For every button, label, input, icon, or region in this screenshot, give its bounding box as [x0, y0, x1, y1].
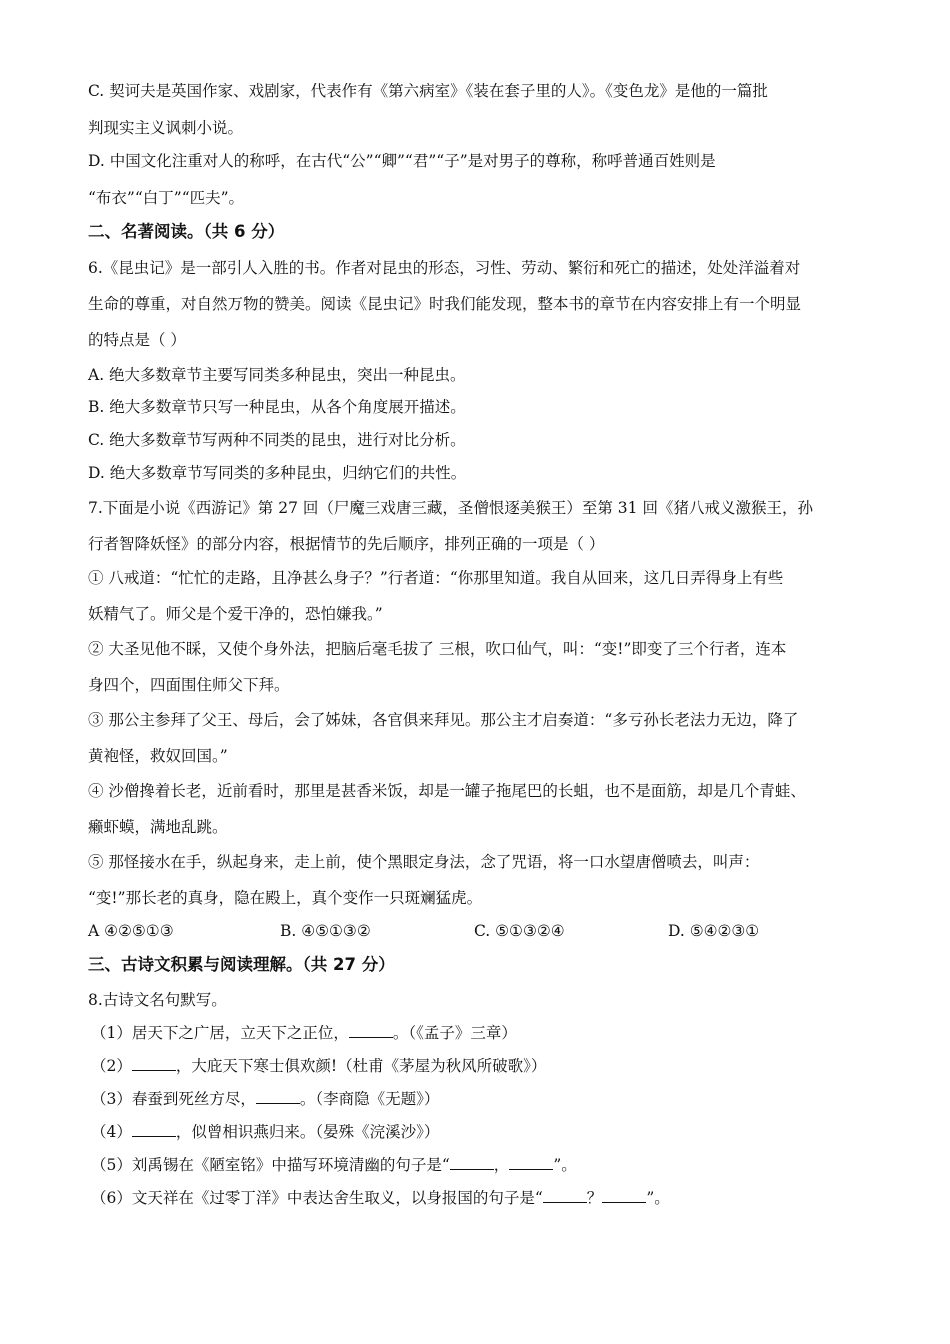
q7-option-c: C. ⑤①③②④ — [474, 922, 565, 940]
q8-item2 — [91, 1055, 546, 1077]
q8-item5-pre: （5）刘禹锡在《陋室铭》中描写环境清幽的句子是“ — [91, 1156, 450, 1174]
answer-blank[interactable] — [509, 1155, 553, 1170]
q7-option-d: D. ⑤④②③① — [668, 922, 760, 940]
q8-item5-mid: ， — [493, 1156, 510, 1174]
q8-item3 — [91, 1088, 439, 1110]
q6-option-b: B. 绝大多数章节只写一种昆虫，从各个角度展开描述。 — [88, 398, 466, 416]
q5-option-d-line2: “布衣”“白丁”“匹夫”。 — [88, 189, 245, 207]
q6-option-c: C. 绝大多数章节写两种不同类的昆虫，进行对比分析。 — [88, 431, 466, 449]
answer-blank[interactable] — [602, 1188, 646, 1203]
q7-passage1-line1: ① 八戒道：“忙忙的走路，且净甚么身子？”行者道：“你那里知道。我自从回来，这几日弄得身上有些 — [88, 569, 784, 587]
q8-item4-post: ，似曾相识燕归来。（晏殊《浣溪沙》） — [175, 1123, 440, 1141]
q8-item2-pre: （2） — [91, 1057, 132, 1075]
q8-title: 8.古诗文名句默写。 — [88, 991, 227, 1009]
section2-heading: 二、名著阅读。（共 6 分） — [88, 222, 285, 241]
q7-passage3-line2: 黄袍怪，救奴回国。” — [88, 747, 228, 765]
answer-blank[interactable] — [349, 1023, 393, 1038]
q8-item6-pre: （6）文天祥在《过零丁洋》中表达舍生取义，以身报国的句子是“ — [91, 1189, 543, 1207]
q6-option-d: D. 绝大多数章节写同类的多种昆虫，归纳它们的共性。 — [88, 464, 467, 482]
q7-passage5-line2: “变!”那长老的真身，隐在殿上，真个变作一只斑斓猛虎。 — [88, 889, 483, 907]
q7-option-b: B. ④⑤①③② — [280, 922, 371, 940]
q6-stem-line3: 的特点是（ ） — [88, 331, 186, 349]
q8-item5-post: ”。 — [553, 1156, 577, 1174]
q7-passage2-line1: ② 大圣见他不睬，又使个身外法，把脑后毫毛拔了 三根，吹口仙气，叫：“变!”即变了三个行者，连本 — [88, 640, 787, 658]
q7-stem-line1: 7.下面是小说《西游记》第 27 回（尸魔三戏唐三藏，圣僧恨逐美猴王）至第 31 回《猪八戒义激猴王，孙 — [88, 499, 813, 517]
answer-blank[interactable] — [132, 1122, 176, 1137]
q6-option-a: A. 绝大多数章节主要写同类多种昆虫，突出一种昆虫。 — [88, 366, 466, 384]
q8-item1-pre: （1）居天下之广居，立天下之正位， — [91, 1024, 349, 1042]
q8-item4 — [91, 1121, 439, 1143]
q8-item5 — [91, 1154, 577, 1176]
q6-stem-line1: 6.《昆虫记》是一部引人入胜的书。作者对昆虫的形态，习性、劳动、繁衍和死亡的描述，处处洋溢着对 — [88, 259, 801, 277]
q5-option-d-line1: D. 中国文化注重对人的称呼，在古代“公”“卿”“君”“子”是对男子的尊称，称呼普通百姓则是 — [88, 152, 716, 170]
q8-item4-pre: （4） — [91, 1123, 132, 1141]
q7-stem-line2: 行者智降妖怪》的部分内容，根据情节的先后顺序，排列正确的一项是（ ） — [88, 535, 605, 553]
q5-option-c-line2: 判现实主义讽刺小说。 — [88, 119, 244, 137]
q7-passage5-line1: ⑤ 那怪接水在手，纵起身来，走上前，使个黑眼定身法，念了咒语，将一口水望唐僧喷去，叫声： — [88, 853, 760, 871]
q8-item6-mid: ？ — [586, 1189, 603, 1207]
q8-item1 — [91, 1022, 517, 1044]
q5-option-c-line1: C. 契诃夫是英国作家、戏剧家，代表作有《第六病室》《装在套子里的人》。《变色龙》是他的一篇批 — [88, 82, 768, 100]
q6-stem-line2: 生命的尊重，对自然万物的赞美。阅读《昆虫记》时我们能发现，整本书的章节在内容安排上有一个明显 — [88, 295, 802, 313]
answer-blank[interactable] — [450, 1155, 494, 1170]
q8-item1-post: 。（《孟子》三章） — [392, 1024, 517, 1042]
q8-item2-post: ，大庇天下寒士俱欢颜!（杜甫《茅屋为秋风所破歌》） — [175, 1057, 547, 1075]
q8-item3-pre: （3）春蚕到死丝方尽， — [91, 1090, 256, 1108]
q8-item3-post: 。（李商隐《无题》） — [299, 1090, 440, 1108]
answer-blank[interactable] — [543, 1188, 587, 1203]
q7-passage4-line2: 癞虾蟆，满地乱跳。 — [88, 818, 228, 836]
answer-blank[interactable] — [256, 1089, 300, 1104]
q7-passage4-line1: ④ 沙僧搀着长老，近前看时，那里是甚香米饭，却是一罐子拖尾巴的长蛆，也不是面筋，却是几个青蛙、 — [88, 782, 806, 800]
q8-item6 — [91, 1187, 670, 1209]
answer-blank[interactable] — [132, 1056, 176, 1071]
q7-passage1-line2: 妖精气了。师父是个爱干净的，恐怕嫌我。” — [88, 605, 383, 623]
q8-item6-post: ”。 — [646, 1189, 670, 1207]
section3-heading: 三、古诗文积累与阅读理解。（共 27 分） — [88, 955, 395, 974]
q7-passage3-line1: ③ 那公主参拜了父王、母后，会了姊妹，各官俱来拜见。那公主才启奏道：“多亏孙长老法力无边，降了 — [88, 711, 799, 729]
q7-option-a: A ④②⑤①③ — [88, 922, 174, 940]
q7-passage2-line2: 身四个，四面围住师父下拜。 — [88, 676, 290, 694]
